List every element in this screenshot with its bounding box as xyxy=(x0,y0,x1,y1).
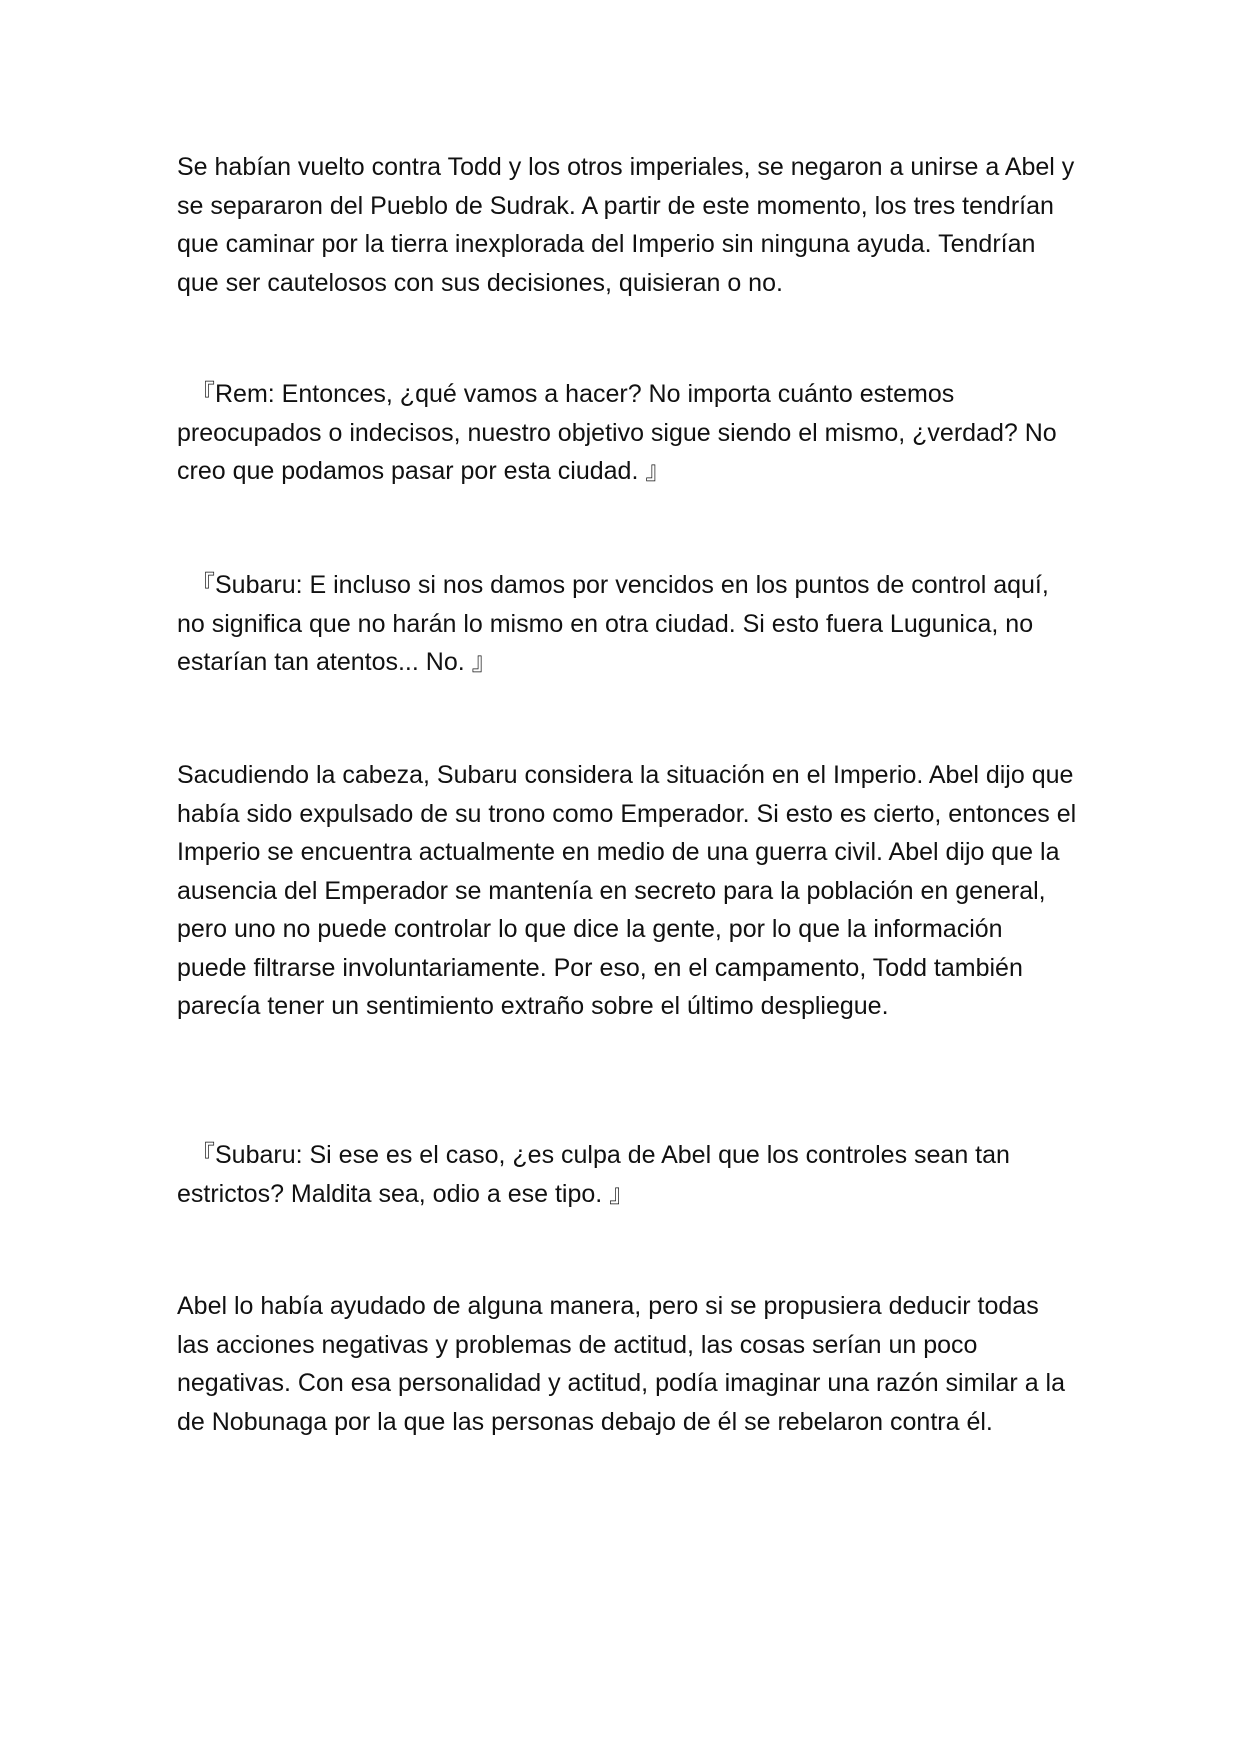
dialogue-rem-1: 『Rem: Entonces, ¿qué vamos a hacer? No importa cuánto estemos preocupados o indecisos, nuestro objetivo sigue siendo el mismo, ¿verdad? No creo que podamos pasar por esta ciudad. 』 xyxy=(177,380,1057,485)
dialogue-subaru-2: 『Subaru: Si ese es el caso, ¿es culpa de Abel que los controles sean tan estrictos? Maldita sea, odio a ese tipo. 』 xyxy=(177,1141,1010,1208)
narration-paragraph-2: Sacudiendo la cabeza, Subaru considera la situación en el Imperio. Abel dijo que había sido expulsado de su trono como Emperador. Si esto es cierto, entonces el Imperio se encuentra actualmente en medio de una guerra civil. Abel dijo que la ausencia del Emperador se mantenía en secreto para la población en general, pero uno no puede controlar lo que dice la gente, por lo que la información puede filtrarse involuntariamente. Por eso, en el campamento, Todd también parecía tener un sentimiento extraño sobre el último despliegue. xyxy=(177,761,1077,1020)
narration-paragraph-1: Se habían vuelto contra Todd y los otros imperiales, se negaron a unirse a Abel y se separaron del Pueblo de Sudrak. A partir de este momento, los tres tendrían que caminar por la tierra inexplorada del Imperio sin ninguna ayuda. Tendrían que ser cautelosos con sus decisiones, quisieran o no. xyxy=(177,153,1075,297)
narration-paragraph-3: Abel lo había ayudado de alguna manera, pero si se propusiera deducir todas las acciones negativas y problemas de actitud, las cosas serían un poco negativas. Con esa personalidad y actitud, podía imaginar una razón similar a la de Nobunaga por la que las personas debajo de él se rebelaron contra él. xyxy=(177,1292,1066,1436)
dialogue-subaru-1: 『Subaru: E incluso si nos damos por vencidos en los puntos de control aquí, no significa que no harán lo mismo en otra ciudad. Si esto fuera Lugunica, no estarían tan atentos... No. 』 xyxy=(177,571,1049,676)
